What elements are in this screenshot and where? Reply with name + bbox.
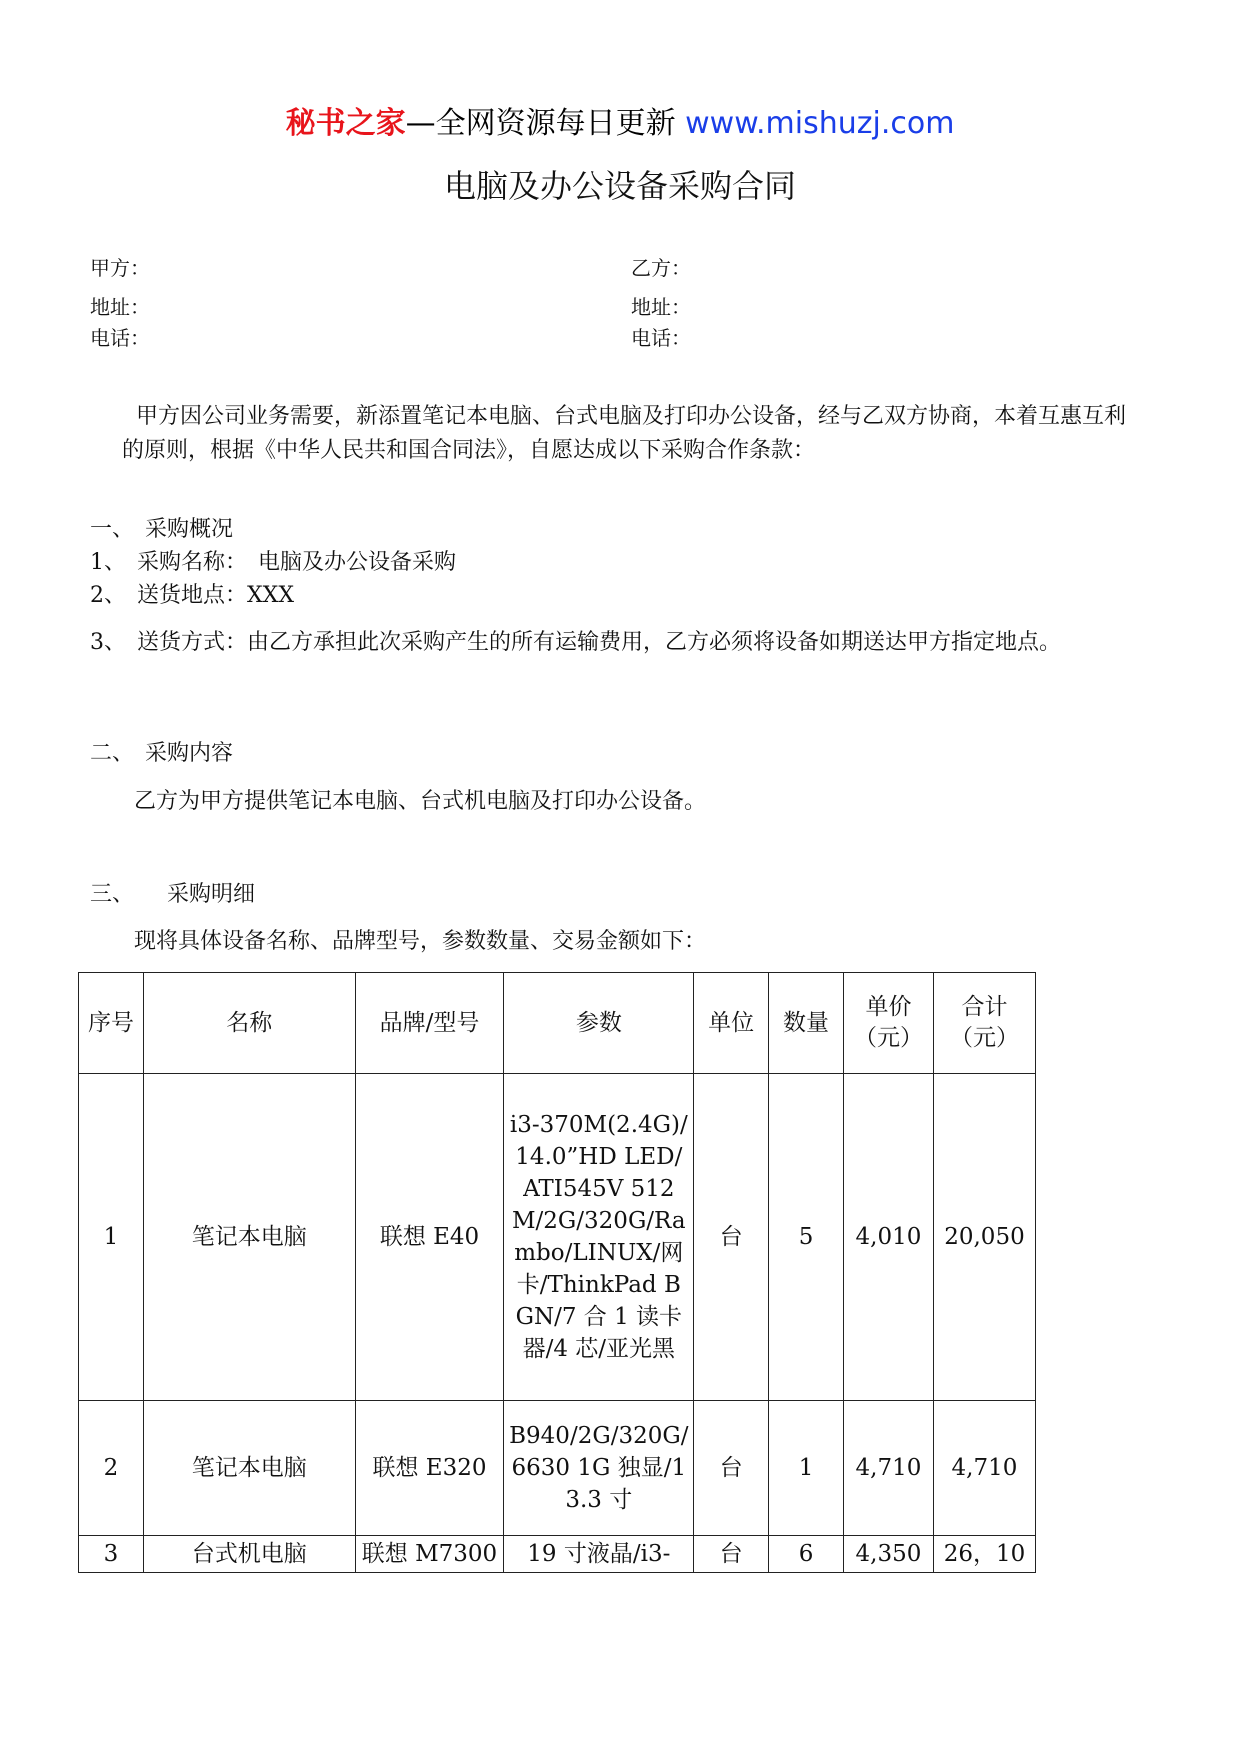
cell-qty: 5 — [769, 1074, 844, 1401]
header-price: 单价（元） — [844, 973, 934, 1074]
section1-item1: 1、 采购名称： 电脑及办公设备采购 — [90, 550, 456, 575]
cell-seq: 3 — [79, 1536, 144, 1573]
document-title: 电脑及办公设备采购合同 — [443, 167, 796, 205]
section3-heading: 三、 采购明细 — [90, 882, 256, 907]
cell-name: 笔记本电脑 — [143, 1401, 355, 1536]
phone-b-label: 电话： — [631, 326, 691, 350]
site-banner — [0, 104, 1240, 144]
party-b-label: 乙方： — [631, 256, 691, 280]
cell-price: 4,350 — [844, 1536, 934, 1573]
cell-brand: 联想 E40 — [355, 1074, 504, 1401]
address-b-label: 地址： — [631, 295, 691, 319]
table-row — [79, 1401, 1036, 1536]
cell-qty: 1 — [769, 1401, 844, 1536]
cell-price: 4,010 — [844, 1074, 934, 1401]
section2-body: 乙方为甲方提供笔记本电脑、台式机电脑及打印办公设备。 — [134, 789, 707, 814]
cell-qty: 6 — [769, 1536, 844, 1573]
section1-item2: 2、 送货地点：XXX — [90, 583, 294, 608]
section1-item3: 3、 送货方式：由乙方承担此次采购产生的所有运输费用，乙方必须将设备如期送达甲方指定地点。 — [90, 630, 1062, 655]
header-brand: 品牌/型号 — [355, 973, 504, 1074]
cell-name: 笔记本电脑 — [143, 1074, 355, 1401]
section1-heading: 一、 采购概况 — [90, 517, 234, 542]
header-name: 名称 — [143, 973, 355, 1074]
banner-slogan: —全网资源每日更新 — [405, 106, 676, 141]
cell-total: 20,050 — [933, 1074, 1035, 1401]
table-row — [79, 1074, 1036, 1401]
cell-total: 26，10 — [933, 1536, 1035, 1573]
cell-seq: 1 — [79, 1074, 144, 1401]
procurement-table — [78, 972, 1036, 1573]
cell-seq: 2 — [79, 1401, 144, 1536]
banner-url-link[interactable]: www.mishuzj.com — [685, 106, 955, 141]
cell-unit: 台 — [694, 1536, 769, 1573]
header-qty: 数量 — [769, 973, 844, 1074]
intro-paragraph: 甲方因公司业务需要，新添置笔记本电脑、台式电脑及打印办公设备，经与乙双方协商，本着互惠互利的原则，根据《中华人民共和国合同法》，自愿达成以下采购合作条款： — [122, 404, 1127, 463]
cell-brand: 联想 M7300 — [355, 1536, 504, 1573]
party-a-label: 甲方： — [90, 256, 150, 280]
cell-params: i3-370M(2.4G)/14.0”HD LED/ATI545V 512M/2G/320G/Rambo/LINUX/网卡/ThinkPad BGN/7 合 1 读卡器/4 芯/亚光黑 — [504, 1074, 694, 1401]
address-a-label: 地址： — [90, 295, 150, 319]
cell-unit: 台 — [694, 1074, 769, 1401]
header-total: 合计（元） — [933, 973, 1035, 1074]
phone-a-label: 电话： — [90, 326, 150, 350]
banner-brand: 秘书之家 — [285, 106, 406, 141]
table-header-row — [79, 973, 1036, 1074]
header-seq: 序号 — [79, 973, 144, 1074]
cell-brand: 联想 E320 — [355, 1401, 504, 1536]
table-row — [79, 1536, 1036, 1573]
header-params: 参数 — [504, 973, 694, 1074]
header-unit: 单位 — [694, 973, 769, 1074]
cell-unit: 台 — [694, 1401, 769, 1536]
section3-body: 现将具体设备名称、品牌型号，参数数量、交易金额如下： — [134, 929, 707, 954]
cell-params: B940/2G/320G/6630 1G 独显/13.3 寸 — [504, 1401, 694, 1536]
section2-heading: 二、 采购内容 — [90, 741, 234, 766]
cell-price: 4,710 — [844, 1401, 934, 1536]
cell-total: 4,710 — [933, 1401, 1035, 1536]
cell-name: 台式机电脑 — [143, 1536, 355, 1573]
cell-params: 19 寸液晶/i3- — [504, 1536, 694, 1573]
